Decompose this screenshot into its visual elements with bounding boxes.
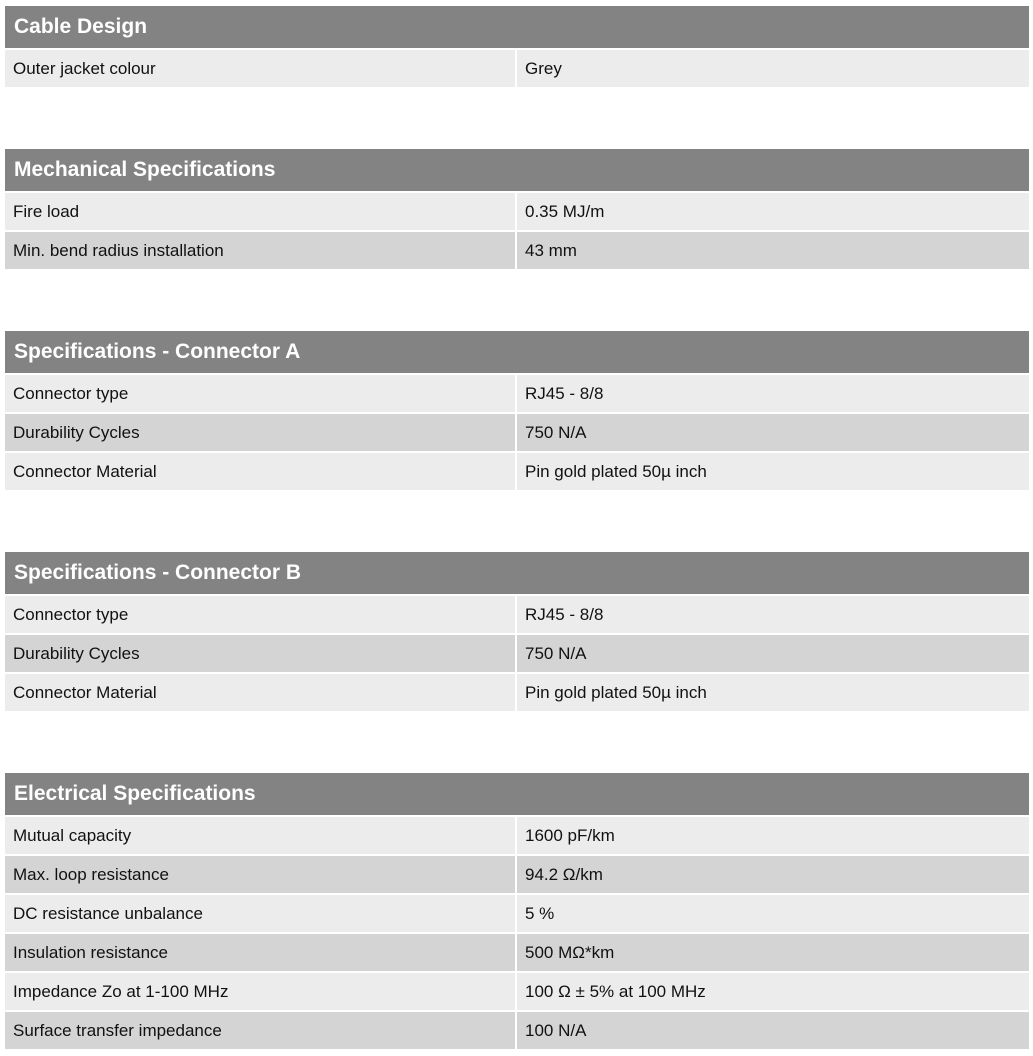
table-row <box>5 1010 1029 1049</box>
table-row <box>5 48 1029 87</box>
row-value: 1600 pF/km <box>517 817 1029 854</box>
row-label: Impedance Zo at 1-100 MHz <box>5 973 515 1010</box>
section-title: Specifications - Connector B <box>5 552 1029 594</box>
table-row <box>5 854 1029 893</box>
row-value: 100 Ω ± 5% at 100 MHz <box>517 973 1029 1010</box>
row-value: 750 N/A <box>517 635 1029 672</box>
table-row <box>5 932 1029 971</box>
row-label: Insulation resistance <box>5 934 515 971</box>
row-label: Connector type <box>5 596 515 633</box>
row-value: RJ45 - 8/8 <box>517 375 1029 412</box>
section-cable-design <box>5 6 1029 87</box>
row-value: 100 N/A <box>517 1012 1029 1049</box>
section-electrical-specifications <box>5 773 1029 1049</box>
row-value: RJ45 - 8/8 <box>517 596 1029 633</box>
section-connector-b <box>5 552 1029 711</box>
section-connector-a <box>5 331 1029 490</box>
section-title: Specifications - Connector A <box>5 331 1029 373</box>
row-value: 43 mm <box>517 232 1029 269</box>
row-value: Pin gold plated 50µ inch <box>517 453 1029 490</box>
section-title: Electrical Specifications <box>5 773 1029 815</box>
row-label: Durability Cycles <box>5 414 515 451</box>
row-value: 500 MΩ*km <box>517 934 1029 971</box>
row-label: Fire load <box>5 193 515 230</box>
row-label: Connector type <box>5 375 515 412</box>
row-label: Connector Material <box>5 674 515 711</box>
row-label: Min. bend radius installation <box>5 232 515 269</box>
table-row <box>5 971 1029 1010</box>
table-row <box>5 412 1029 451</box>
row-label: DC resistance unbalance <box>5 895 515 932</box>
row-label: Mutual capacity <box>5 817 515 854</box>
section-mechanical-specifications <box>5 149 1029 269</box>
table-row <box>5 191 1029 230</box>
row-value: 750 N/A <box>517 414 1029 451</box>
table-row <box>5 893 1029 932</box>
section-title: Cable Design <box>5 6 1029 48</box>
row-value: 0.35 MJ/m <box>517 193 1029 230</box>
table-row <box>5 451 1029 490</box>
table-row <box>5 594 1029 633</box>
row-value: Pin gold plated 50µ inch <box>517 674 1029 711</box>
table-row <box>5 373 1029 412</box>
table-row <box>5 633 1029 672</box>
row-label: Max. loop resistance <box>5 856 515 893</box>
row-value: 94.2 Ω/km <box>517 856 1029 893</box>
table-row <box>5 815 1029 854</box>
table-row <box>5 672 1029 711</box>
row-label: Outer jacket colour <box>5 50 515 87</box>
row-label: Surface transfer impedance <box>5 1012 515 1049</box>
section-title: Mechanical Specifications <box>5 149 1029 191</box>
row-label: Durability Cycles <box>5 635 515 672</box>
row-label: Connector Material <box>5 453 515 490</box>
table-row <box>5 230 1029 269</box>
row-value: 5 % <box>517 895 1029 932</box>
row-value: Grey <box>517 50 1029 87</box>
